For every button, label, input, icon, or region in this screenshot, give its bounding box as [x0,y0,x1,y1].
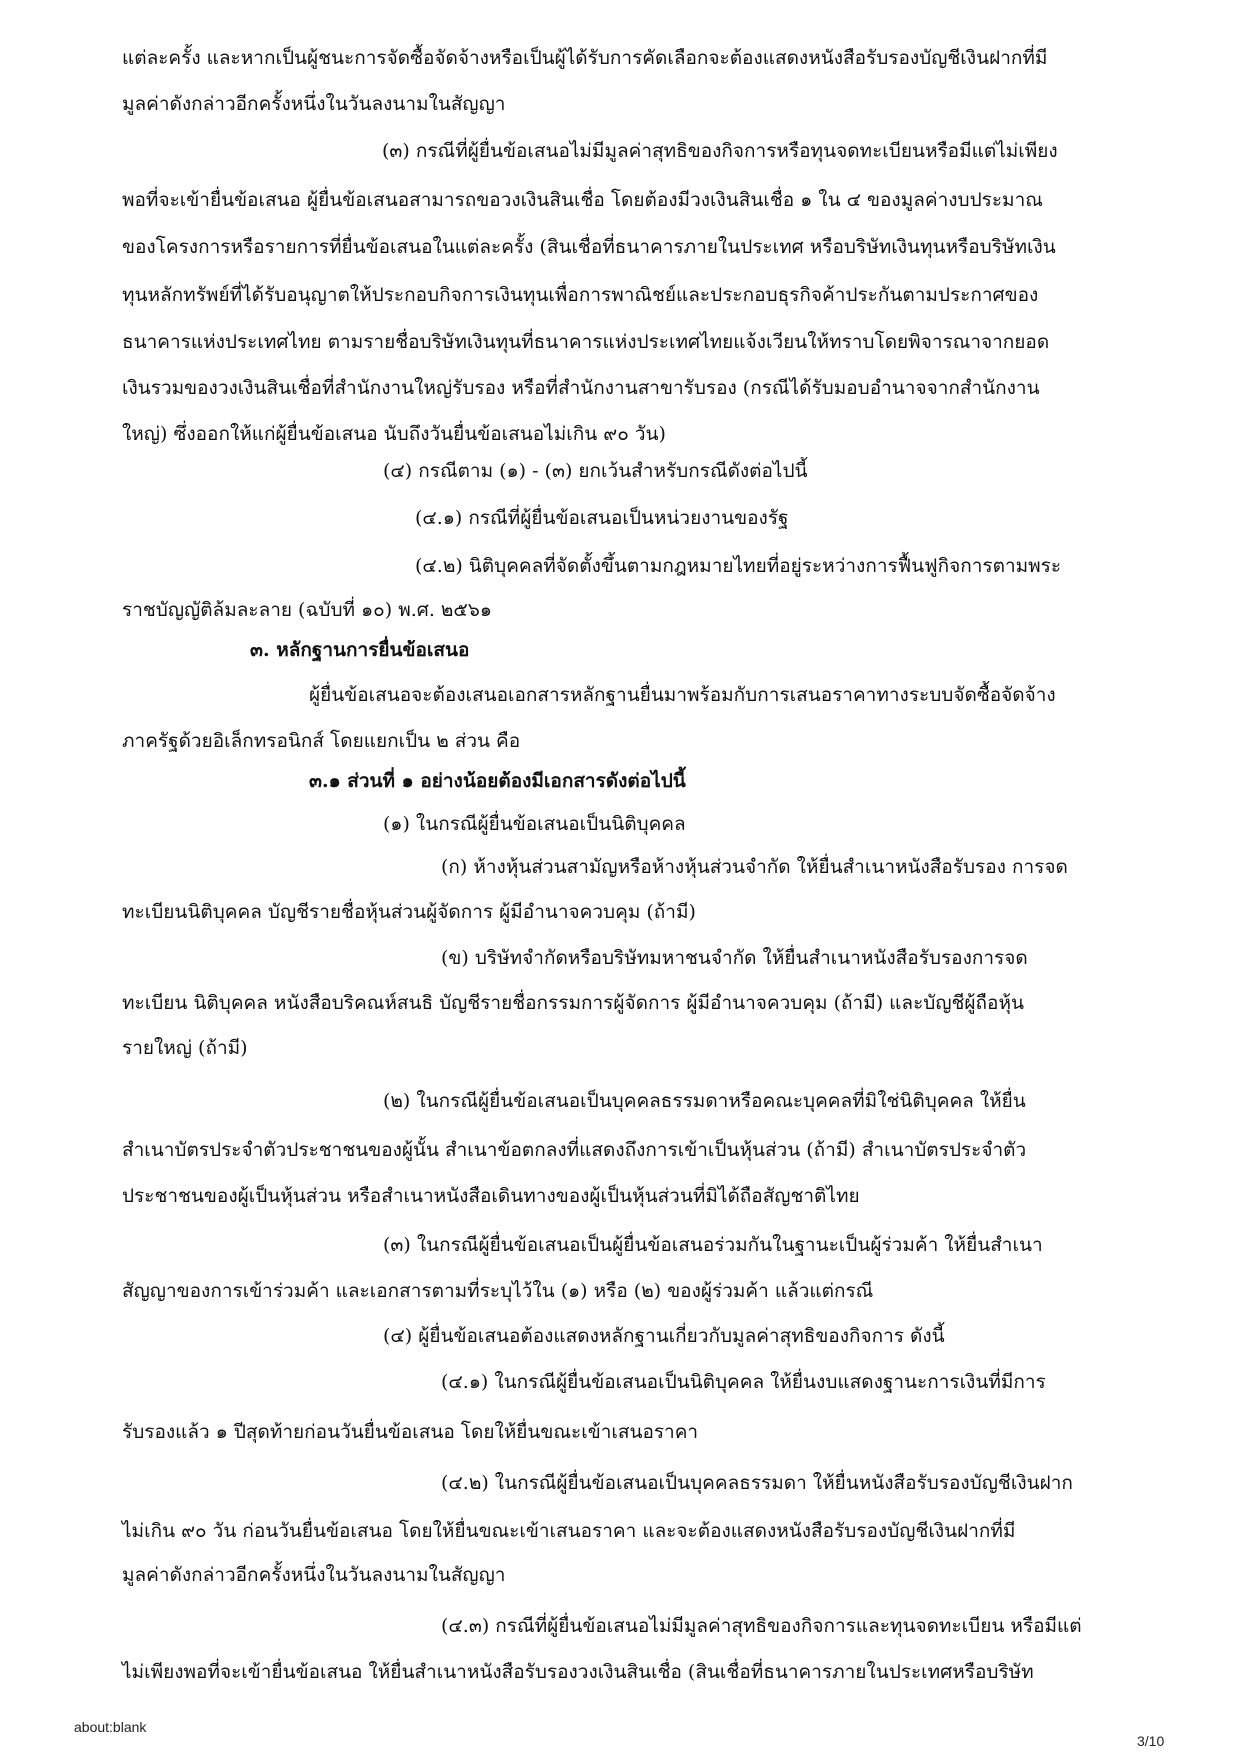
paragraph-line: พอที่จะเข้ายื่นข้อเสนอ ผู้ยื่นข้อเสนอสามารถขอวงเงินสินเชื่อ โดยต้องมีวงเงินสินเชื่อ ๑ ใน ๔ ของมูลค่างบประมาณ [122,189,1043,211]
paragraph-line: (๔.๑) ในกรณีผู้ยื่นข้อเสนอเป็นนิติบุคคล ให้ยื่นงบแสดงฐานะการเงินที่มีการ [441,1371,1046,1393]
paragraph-line: (ก) ห้างหุ้นส่วนสามัญหรือห้างหุ้นส่วนจำกัด ให้ยื่นสำเนาหนังสือรับรอง การจด [441,856,1068,878]
paragraph-line: แต่ละครั้ง และหากเป็นผู้ชนะการจัดซื้อจัดจ้างหรือเป็นผู้ได้รับการคัดเลือกจะต้องแสดงหนังสือรับรองบัญชีเงินฝากที่มี [122,47,1048,69]
paragraph-line: ไม่เกิน ๙๐ วัน ก่อนวันยื่นข้อเสนอ โดยให้ยื่นขณะเข้าเสนอราคา และจะต้องแสดงหนังสือรับรองบัญชีเงินฝากที่มี [122,1520,1016,1542]
paragraph-line: ทะเบียนนิติบุคคล บัญชีรายชื่อหุ้นส่วนผู้จัดการ ผู้มีอำนาจควบคุม (ถ้ามี) [122,901,696,923]
paragraph-line: ทะเบียน นิติบุคคล หนังสือบริคณห์สนธิ บัญชีรายชื่อกรรมการผู้จัดการ ผู้มีอำนาจควบคุม (ถ้ามี) และบัญชีผู้ถือหุ้น [122,992,1024,1014]
paragraph-line: มูลค่าดังกล่าวอีกครั้งหนึ่งในวันลงนามในสัญญา [122,1564,506,1586]
paragraph-line: (๔) ผู้ยื่นข้อเสนอต้องแสดงหลักฐานเกี่ยวกับมูลค่าสุทธิของกิจการ ดังนี้ [383,1325,945,1347]
paragraph-line: รับรองแล้ว ๑ ปีสุดท้ายก่อนวันยื่นข้อเสนอ โดยให้ยื่นขณะเข้าเสนอราคา [122,1421,699,1443]
paragraph-line: สำเนาบัตรประจำตัวประชาชนของผู้นั้น สำเนาข้อตกลงที่แสดงถึงการเข้าเป็นหุ้นส่วน (ถ้ามี) สำเนาบัตรประจำตัว [122,1139,1027,1161]
paragraph-line: เงินรวมของวงเงินสินเชื่อที่สำนักงานใหญ่รับรอง หรือที่สำนักงานสาขารับรอง (กรณีได้รับมอบอำนาจจากสำนักงาน [122,377,1040,399]
paragraph-line: ทุนหลักทรัพย์ที่ได้รับอนุญาตให้ประกอบกิจการเงินทุนเพื่อการพาณิชย์และประกอบธุรกิจค้าประกันตามประกาศของ [122,284,1039,306]
paragraph-line: (ข) บริษัทจำกัดหรือบริษัทมหาชนจำกัด ให้ยื่นสำเนาหนังสือรับรองการจด [441,947,1028,969]
paragraph-line: รายใหญ่ (ถ้ามี) [122,1037,248,1059]
paragraph-line: ราชบัญญัติล้มละลาย (ฉบับที่ ๑๐) พ.ศ. ๒๕๖๑ [122,599,492,621]
section-heading: ๓. หลักฐานการยื่นข้อเสนอ [250,639,470,661]
paragraph-line: (๔.๑) กรณีที่ผู้ยื่นข้อเสนอเป็นหน่วยงานของรัฐ [415,507,789,529]
paragraph-line: มูลค่าดังกล่าวอีกครั้งหนึ่งในวันลงนามในสัญญา [122,93,506,115]
paragraph-line: (๔) กรณีตาม (๑) - (๓) ยกเว้นสำหรับกรณีดังต่อไปนี้ [383,460,808,482]
paragraph-line: (๓) ในกรณีผู้ยื่นข้อเสนอเป็นผู้ยื่นข้อเสนอร่วมกันในฐานะเป็นผู้ร่วมค้า ให้ยื่นสำเนา [383,1234,1043,1256]
paragraph-line: (๑) ในกรณีผู้ยื่นข้อเสนอเป็นนิติบุคคล [383,813,686,835]
paragraph-line: (๔.๒) ในกรณีผู้ยื่นข้อเสนอเป็นบุคคลธรรมดา ให้ยื่นหนังสือรับรองบัญชีเงินฝาก [441,1472,1073,1494]
footer-url: about:blank [74,1719,147,1735]
paragraph-line: ไม่เพียงพอที่จะเข้ายื่นข้อเสนอ ให้ยื่นสำเนาหนังสือรับรองวงเงินสินเชื่อ (สินเชื่อที่ธนาคารภายในประเทศหรือบริษัท [122,1661,1034,1683]
paragraph-line: ภาครัฐด้วยอิเล็กทรอนิกส์ โดยแยกเป็น ๒ ส่วน คือ [122,730,521,752]
paragraph-line: (๓) กรณีที่ผู้ยื่นข้อเสนอไม่มีมูลค่าสุทธิของกิจการหรือทุนจดทะเบียนหรือมีแต่ไม่เพียง [382,140,1058,162]
paragraph-line: สัญญาของการเข้าร่วมค้า และเอกสารตามที่ระบุไว้ใน (๑) หรือ (๒) ของผู้ร่วมค้า แล้วแต่กรณี [122,1280,874,1302]
subsection-heading: ๓.๑ ส่วนที่ ๑ อย่างน้อยต้องมีเอกสารดังต่อไปนี้ [309,770,686,792]
paragraph-line: (๔.๓) กรณีที่ผู้ยื่นข้อเสนอไม่มีมูลค่าสุทธิของกิจการและทุนจดทะเบียน หรือมีแต่ [441,1615,1082,1637]
paragraph-line: (๔.๒) นิติบุคคลที่จัดตั้งขึ้นตามกฎหมายไทยที่อยู่ระหว่างการฟื้นฟูกิจการตามพระ [415,555,1062,577]
paragraph-line: ใหญ่) ซึ่งออกให้แก่ผู้ยื่นข้อเสนอ นับถึงวันยื่นข้อเสนอไม่เกิน ๙๐ วัน) [122,423,666,445]
paragraph-line: (๒) ในกรณีผู้ยื่นข้อเสนอเป็นบุคคลธรรมดาหรือคณะบุคคลที่มิใช่นิติบุคคล ให้ยื่น [383,1090,1026,1112]
footer-page-number: 3/10 [1137,1733,1165,1749]
paragraph-line: ประชาชนของผู้เป็นหุ้นส่วน หรือสำเนาหนังสือเดินทางของผู้เป็นหุ้นส่วนที่มิได้ถือสัญชาติไทย [122,1185,860,1207]
paragraph-line: ผู้ยื่นข้อเสนอจะต้องเสนอเอกสารหลักฐานยื่นมาพร้อมกับการเสนอราคาทางระบบจัดซื้อจัดจ้าง [309,684,1056,706]
paragraph-line: ธนาคารแห่งประเทศไทย ตามรายชื่อบริษัทเงินทุนที่ธนาคารแห่งประเทศไทยแจ้งเวียนให้ทราบโดยพิจารณาจากยอด [122,331,1050,353]
paragraph-line: ของโครงการหรือรายการที่ยื่นข้อเสนอในแต่ละครั้ง (สินเชื่อที่ธนาคารภายในประเทศ หรือบริษัทเงินทุนหรือบริษัทเงิน [122,236,1056,258]
